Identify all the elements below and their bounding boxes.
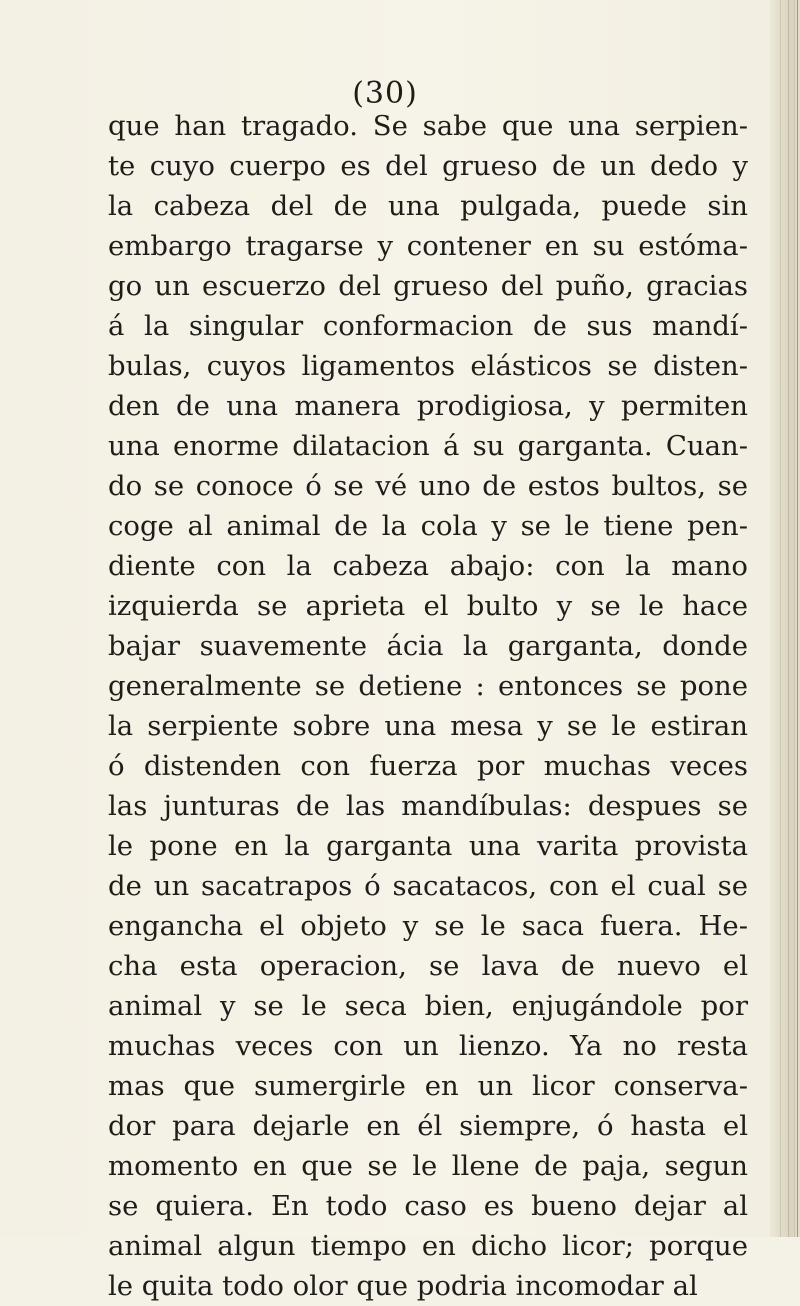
text-line: animal y se le seca bien, enjugándole por [108, 990, 748, 1022]
text-line: mas que sumergirle en un licor conserva- [108, 1070, 748, 1102]
page-number: (30) [352, 76, 418, 111]
text-line: te cuyo cuerpo es del grueso de un dedo y [108, 150, 748, 182]
text-line: izquierda se aprieta el bulto y se le hace [108, 590, 748, 622]
body-text [108, 106, 748, 1306]
gutter-shadow-line [797, 0, 798, 1237]
text-line: le quita todo olor que podria incomodar al [108, 1270, 698, 1302]
page-gutter [770, 0, 800, 1237]
text-line: embargo tragarse y contener en su estóma- [108, 230, 748, 262]
text-line: muchas veces con un lienzo. Ya no resta [108, 1030, 748, 1062]
text-line: den de una manera prodigiosa, y permiten [108, 390, 748, 422]
text-line: á la singular conformacion de sus mandí- [108, 310, 748, 342]
text-line: le pone en la garganta una varita provista [108, 830, 748, 862]
text-line: animal algun tiempo en dicho licor; porque [108, 1230, 748, 1262]
text-line: momento en que se le llene de paja, segun [108, 1150, 748, 1182]
text-line: la cabeza del de una pulgada, puede sin [108, 190, 748, 222]
text-line: go un escuerzo del grueso del puño, gracias [108, 270, 748, 302]
text-line: do se conoce ó se vé uno de estos bultos, se [108, 470, 748, 502]
text-line: diente con la cabeza abajo: con la mano [108, 550, 748, 582]
text-line: se quiera. En todo caso es bueno dejar al [108, 1190, 748, 1222]
text-line: coge al animal de la cola y se le tiene pen- [108, 510, 748, 542]
text-line: una enorme dilatacion á su garganta. Cuan- [108, 430, 748, 462]
text-line: engancha el objeto y se le saca fuera. He- [108, 910, 748, 942]
gutter-shadow-line [780, 0, 781, 1237]
text-line: bulas, cuyos ligamentos elásticos se disten- [108, 350, 748, 382]
text-line: de un sacatrapos ó sacatacos, con el cual se [108, 870, 748, 902]
gutter-shadow-line [794, 0, 795, 1237]
text-line: dor para dejarle en él siempre, ó hasta el [108, 1110, 748, 1142]
gutter-shadow-line [788, 0, 789, 1237]
text-line: bajar suavemente ácia la garganta, donde [108, 630, 748, 662]
text-line: las junturas de las mandíbulas: despues se [108, 790, 748, 822]
text-line: que han tragado. Se sabe que una serpien- [108, 110, 748, 142]
text-line: ó distenden con fuerza por muchas veces [108, 750, 748, 782]
text-line: cha esta operacion, se lava de nuevo el [108, 950, 748, 982]
text-line: generalmente se detiene : entonces se pone [108, 670, 748, 702]
text-line: la serpiente sobre una mesa y se le estiran [108, 710, 748, 742]
